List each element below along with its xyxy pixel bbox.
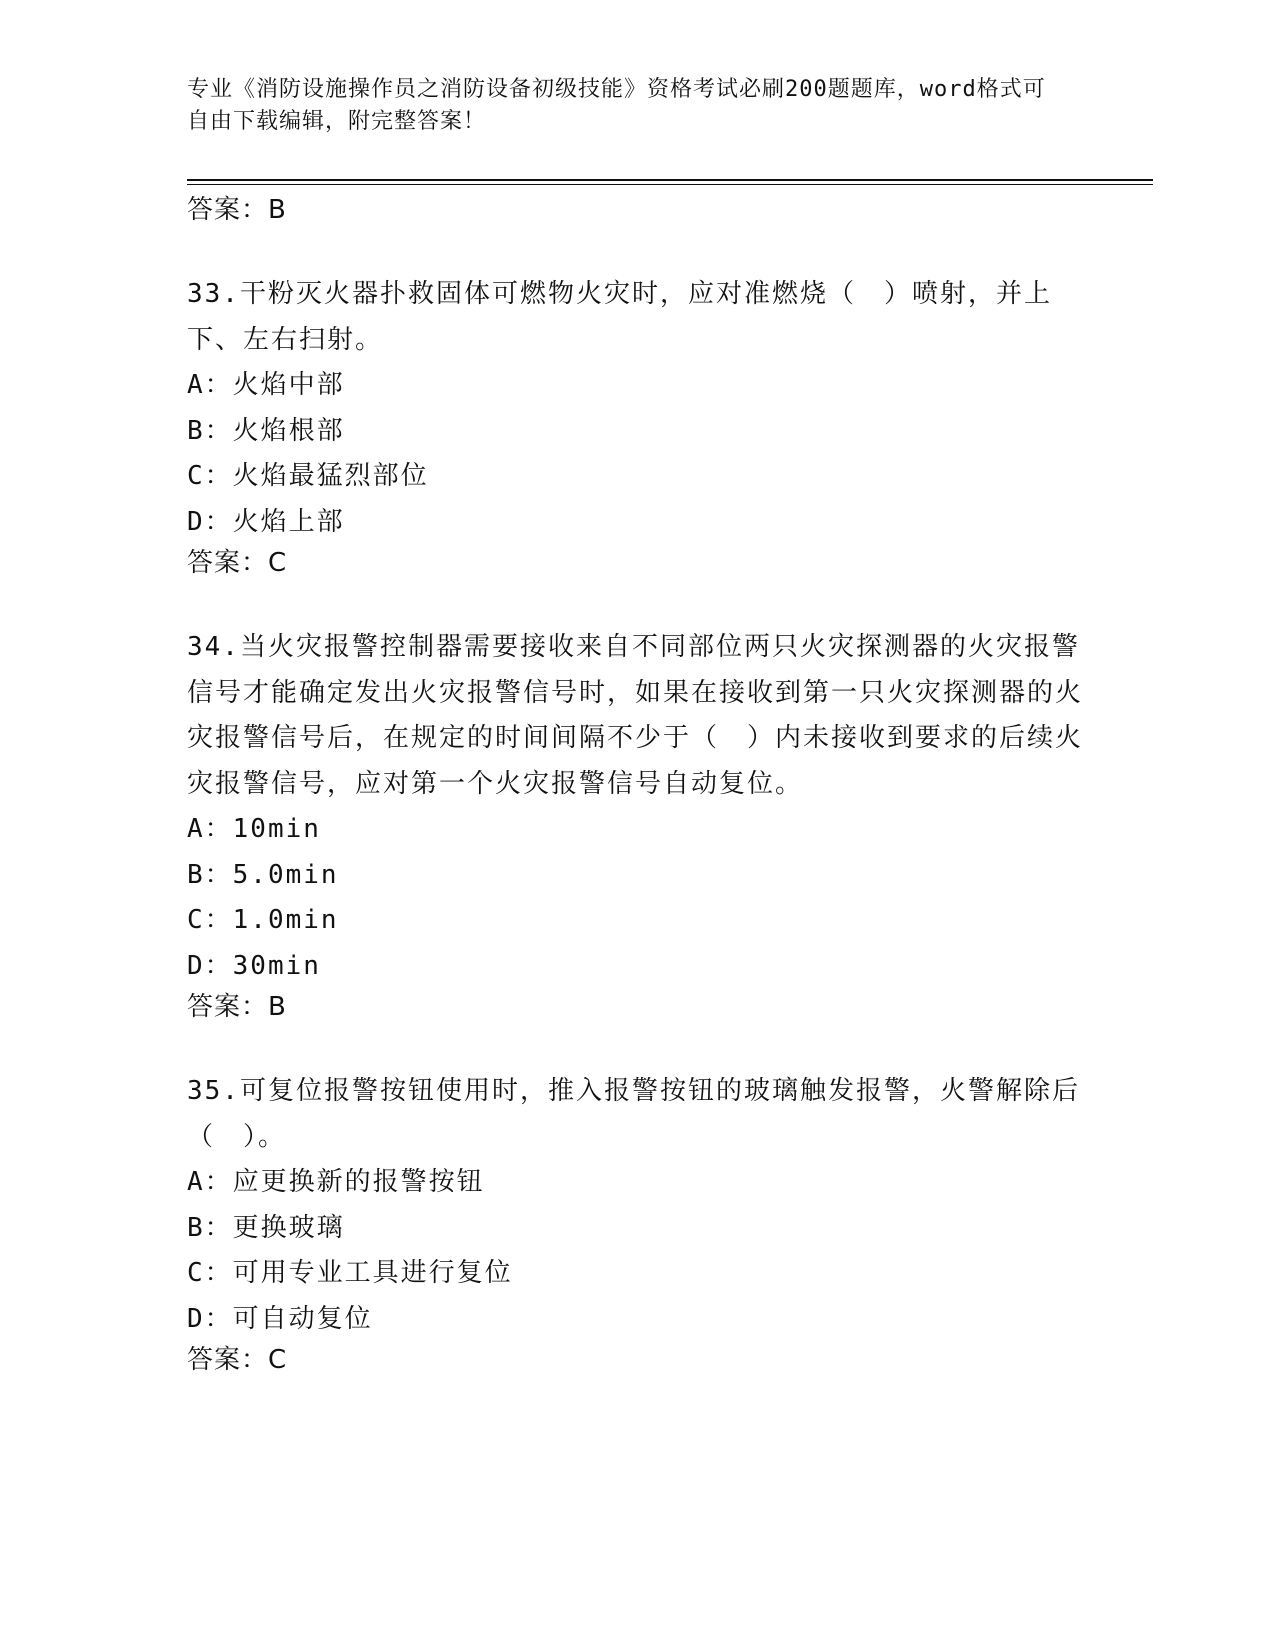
answer-line: 答案：B	[187, 992, 287, 1022]
question-stem: 33.干粉灭火器扑救固体可燃物火灾时，应对准燃烧（ ）喷射，并上下、左右扫射。	[187, 279, 1052, 355]
header-divider-thin	[187, 184, 1153, 185]
answer-line: 答案：C	[187, 548, 288, 578]
option-b: B：更换玻璃	[187, 1212, 345, 1243]
option-b: B：5.0min	[187, 859, 339, 890]
previous-answer: 答案：B	[187, 195, 287, 225]
question-33	[187, 272, 1087, 581]
option-d: D：可自动复位	[187, 1303, 373, 1334]
document-header: 专业《消防设施操作员之消防设备初级技能》资格考试必刷200题题库，word格式可自由下载编辑，附完整答案！	[187, 77, 1046, 134]
option-c: C：可用专业工具进行复位	[187, 1258, 513, 1288]
option-a: A：10min	[187, 814, 321, 844]
option-a: A：火焰中部	[187, 370, 345, 400]
header-divider-thick	[187, 179, 1153, 181]
question-stem: 35.可复位报警按钮使用时，推入报警按钮的玻璃触发报警，火警解除后（ ）。	[187, 1076, 1080, 1152]
answer-line: 答案：C	[187, 1345, 288, 1375]
option-d: D：30min	[187, 950, 321, 981]
option-a: A：应更换新的报警按钮	[187, 1167, 485, 1197]
question-stem: 34.当火灾报警控制器需要接收来自不同部位两只火灾探测器的火灾报警信号才能确定发出火灾报警信号时，如果在接收到第一只火灾探测器的火灾报警信号后，在规定的时间间隔不少于（ ）内未接收到要求的后续火灾报警信号，应对第一个火灾报警信号自动复位。	[187, 632, 1084, 799]
question-35	[187, 1069, 1087, 1378]
question-list	[187, 192, 1087, 1378]
option-b: B：火焰根部	[187, 415, 345, 446]
option-c: C：火焰最猛烈部位	[187, 461, 429, 491]
option-d: D：火焰上部	[187, 506, 345, 537]
question-34	[187, 625, 1087, 1025]
option-c: C：1.0min	[187, 905, 339, 935]
